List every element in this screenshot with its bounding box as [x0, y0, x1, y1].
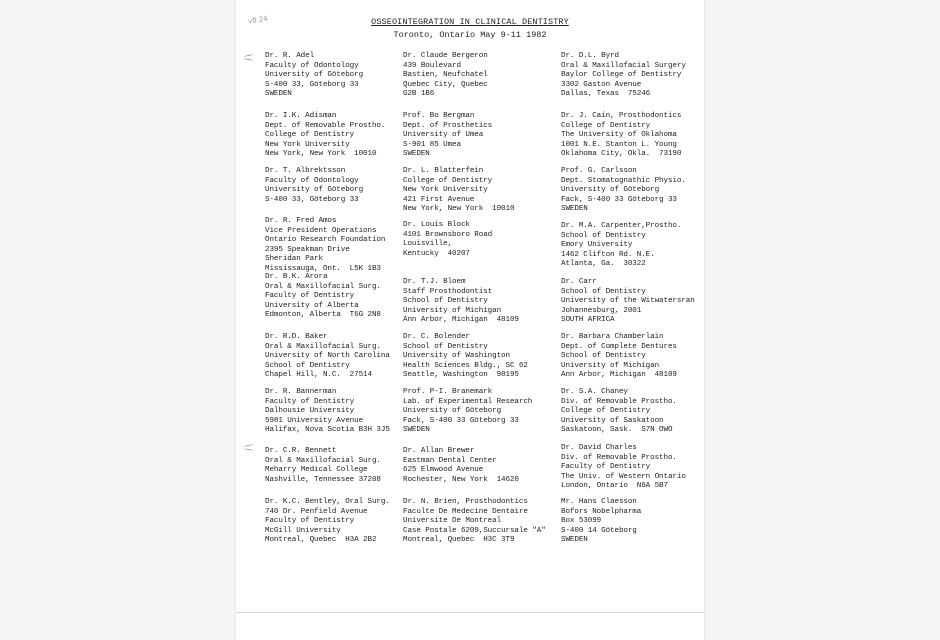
punch-hole-mark [244, 444, 254, 453]
address-entry: Dr. J. Cain, Prosthodontics College of Dentistry The University of Oklahoma 1001 N.E. Stanton L. Young Oklahoma City, Okla. 73190 [561, 112, 682, 158]
address-entry: Dr. Barbara Chamberlain Dept. of Complete Dentures School of Dentistry University of Michigan Ann Arbor, Michigan 48109 [561, 333, 677, 379]
document-title: OSSEOINTEGRATION IN CLINICAL DENTISTRY [371, 17, 569, 27]
address-entry: Dr. M.A. Carpenter,Prostho. School of Dentistry Emory University 1462 Clifton Rd. N.E. Atlanta, Ga. 30322 [561, 222, 682, 268]
address-entry: Dr. R.D. Baker Oral & Maxillofacial Surg. University of North Carolina School of Dentistry Chapel Hill, N.C. 27514 [265, 333, 390, 379]
corner-mark: v8 24 [247, 14, 269, 26]
address-entry: Dr. S.A. Chaney Div. of Removable Prostho. College of Dentistry University of Saskatoon Saskatoon, Sask. S7N OWO [561, 388, 677, 434]
address-entry: Dr. R. Adel Faculty of Odontology University of Göteborg S-400 33, Göteborg 33 SWEDEN [265, 52, 364, 98]
address-entry: Dr. L. Blatterfein College of Dentistry New York University 421 First Avenue New York, New York 10010 [403, 167, 515, 213]
address-entry: Dr. K.C. Bentley, Oral Surg. 740 Dr. Penfield Avenue Faculty of Dentistry McGill University Montreal, Quebec H3A 2B2 [265, 498, 390, 544]
punch-hole-mark [244, 54, 254, 63]
address-entry: Dr. T.J. Bloem Staff Prosthodontist School of Dentistry University of Michigan Ann Arbor, Michigan 48109 [403, 278, 519, 324]
address-entry: Mr. Hans Claesson Bofors Nobelpharma Box 53099 S-400 14 Göteborg SWEDEN [561, 498, 642, 544]
address-entry: Dr. Carr School of Dentistry University of the Witwatersran Johannesburg, 2001 SOUTH AFRICA [561, 278, 695, 324]
address-entry: Dr. B.K. Arora Oral & Maxillofacial Surg. Faculty of Dentistry University of Alberta Edmonton, Alberta T6G 2N8 [265, 273, 381, 319]
address-entry: Prof. G. Carlsson Dept. Stomatognathic Physio. University of Göteborg Fack, S-400 33 Göteborg 33 SWEDEN [561, 167, 686, 213]
address-entry: Dr. Louis Block 4101 Brownsboro Road Louisville, Kentucky 40207 [403, 221, 493, 258]
address-entry: Prof. Bo Bergman Dept. of Prosthetics University of Umea S-901 85 Umea SWEDEN [403, 112, 493, 158]
page-edge-line [236, 612, 704, 613]
address-entry: Dr. N. Brien, Prosthodontics Faculte De Medecine Dentaire Universite De Montreal Case Postale 6209,Succursale "A" Montreal, Quebec H3C 3T9 [403, 498, 546, 544]
address-entry: Dr. C. Bolender School of Dentistry University of Washington Health Sciences Bldg., SC 62 Seattle, Washington 98195 [403, 333, 528, 379]
address-entry: Dr. R. Fred Amos Vice President Operations Ontario Research Foundation 2395 Speakman Drive Sheridan Park Mississauga, Ont. L5K 1B3 [265, 217, 386, 273]
address-entry: Dr. R. Bannerman Faculty of Dentistry Dalhousie University 5981 University Avenue Halifax, Nova Scotia B3H 3J5 [265, 388, 390, 434]
address-entry: Dr. D.L. Byrd Oral & Maxillofacial Surgery Baylor College of Dentistry 3302 Gaston Avenue Dallas, Texas 75246 [561, 52, 686, 98]
address-entry: Dr. C.R. Bennett Oral & Maxillofacial Surg. Meharry Medical College Nashville, Tennessee 37208 [265, 447, 381, 484]
document-page [236, 0, 704, 640]
document-subtitle: Toronto, Ontario May 9-11 1982 [393, 30, 547, 40]
address-entry: Dr. Claude Bergeron 439 Boulevard Bastien, Neufchatel Quebec City, Quebec G2B 1B6 [403, 52, 488, 98]
address-entry: Dr. I.K. Adisman Dept. of Removable Prostho. College of Dentistry New York University New York, New York 10010 [265, 112, 386, 158]
address-entry: Dr. David Charles Div. of Removable Prostho. Faculty of Dentistry The Univ. of Western Ontario London, Ontario N6A 5B7 [561, 444, 686, 490]
address-entry: Dr. T. Albrektsson Faculty of Odontology University of Göteborg S-400 33, Göteborg 33 [265, 167, 364, 204]
address-entry: Prof. P-I. Branemark Lab. of Experimental Research University of Göteborg Fack, S-400 33 Göteborg 33 SWEDEN [403, 388, 533, 434]
address-entry: Dr. Allan Brewer Eastman Dental Center 625 Elmwood Avenue Rochester, New York 14620 [403, 447, 519, 484]
